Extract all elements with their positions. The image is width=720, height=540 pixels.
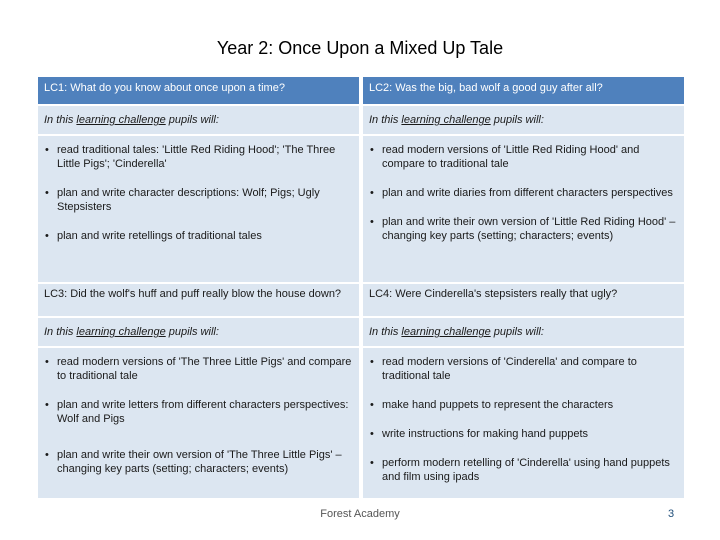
list-item-text: plan and write character descriptions: Wolf; Pigs; Ugly Stepsisters	[57, 187, 320, 213]
list-item-text: read modern versions of 'Cinderella' and compare to traditional tale	[382, 356, 637, 382]
page-number: 3	[668, 508, 675, 520]
intro-prefix: In this	[44, 326, 77, 338]
list-item-text: perform modern retelling of 'Cinderella' using hand puppets and film using ipads	[382, 457, 670, 483]
intro-suffix: pupils will:	[165, 114, 219, 126]
bullet-icon: •	[370, 216, 374, 228]
lc4-bullets	[363, 348, 684, 498]
bullet-icon: •	[370, 428, 374, 440]
bullet-icon: •	[370, 144, 374, 156]
bullet-icon: •	[45, 356, 49, 368]
intro-suffix: pupils will:	[490, 326, 544, 338]
header-row-1	[38, 77, 684, 104]
bullets-row-2	[38, 348, 684, 498]
list-item-text: plan and write their own version of 'Little Red Riding Hood' – changing key parts (setting; characters; events)	[382, 216, 676, 242]
intro-row-2	[38, 318, 684, 346]
intro-link: learning challenge	[76, 114, 166, 126]
bullet-icon: •	[370, 356, 374, 368]
list-item	[44, 448, 353, 476]
list-item	[44, 229, 353, 243]
header-row-2	[38, 284, 684, 316]
page-title: Year 2: Once Upon a Mixed Up Tale	[216, 38, 504, 58]
list-item-text: plan and write retellings of traditional tales	[57, 230, 262, 242]
lc3-intro	[38, 318, 359, 346]
list-item-text: make hand puppets to represent the characters	[382, 399, 614, 411]
list-item	[44, 398, 353, 426]
bullet-icon: •	[45, 187, 49, 199]
lc3-bullets	[38, 348, 359, 498]
footer-text: Forest Academy	[320, 508, 400, 520]
intro-suffix: pupils will:	[490, 114, 544, 126]
list-item	[369, 143, 678, 171]
intro-link: learning challenge	[401, 114, 491, 126]
list-item-text: read modern versions of 'The Three Little Pigs' and compare to traditional tale	[57, 356, 352, 382]
list-item-text: read traditional tales: 'Little Red Riding Hood'; 'The Three Little Pigs'; 'Cinderella'	[57, 144, 336, 170]
list-item	[369, 456, 678, 484]
list-item-text: plan and write diaries from different characters perspectives	[382, 187, 673, 199]
bullets-row-1	[38, 136, 684, 282]
bullet-icon: •	[45, 144, 49, 156]
intro-row-1	[38, 106, 684, 134]
list-item	[369, 186, 678, 200]
intro-link: learning challenge	[401, 326, 491, 338]
list-item-text: plan and write their own version of 'The Three Little Pigs' – changing key parts (setting; characters; events)	[57, 449, 342, 475]
list-item	[44, 143, 353, 171]
lc1-bullets	[38, 136, 359, 282]
list-item	[369, 215, 678, 243]
intro-prefix: In this	[369, 326, 402, 338]
list-item	[369, 427, 678, 441]
intro-suffix: pupils will:	[165, 326, 219, 338]
list-item	[369, 398, 678, 412]
bullet-icon: •	[45, 230, 49, 242]
learning-challenges-table	[38, 77, 684, 498]
bullet-icon: •	[370, 457, 374, 469]
lc2-heading: LC2: Was the big, bad wolf a good guy after all?	[363, 77, 684, 104]
lc2-intro	[363, 106, 684, 134]
bullet-icon: •	[370, 187, 374, 199]
lc1-intro	[38, 106, 359, 134]
intro-prefix: In this	[369, 114, 402, 126]
lc3-heading: LC3: Did the wolf's huff and puff really blow the house down?	[38, 284, 359, 316]
lc4-heading: LC4: Were Cinderella's stepsisters really that ugly?	[363, 284, 684, 316]
list-item-text: read modern versions of 'Little Red Riding Hood' and compare to traditional tale	[382, 144, 640, 170]
intro-link: learning challenge	[76, 326, 166, 338]
lc2-bullets	[363, 136, 684, 282]
list-item-text: plan and write letters from different characters perspectives: Wolf and Pigs	[57, 399, 349, 425]
bullet-icon: •	[370, 399, 374, 411]
list-item	[44, 186, 353, 214]
lc1-heading: LC1: What do you know about once upon a time?	[38, 77, 359, 104]
list-item	[44, 355, 353, 383]
bullet-icon: •	[45, 449, 49, 461]
lc4-intro	[363, 318, 684, 346]
list-item	[369, 355, 678, 383]
bullet-icon: •	[45, 399, 49, 411]
list-item-text: write instructions for making hand puppets	[382, 428, 589, 440]
intro-prefix: In this	[44, 114, 77, 126]
